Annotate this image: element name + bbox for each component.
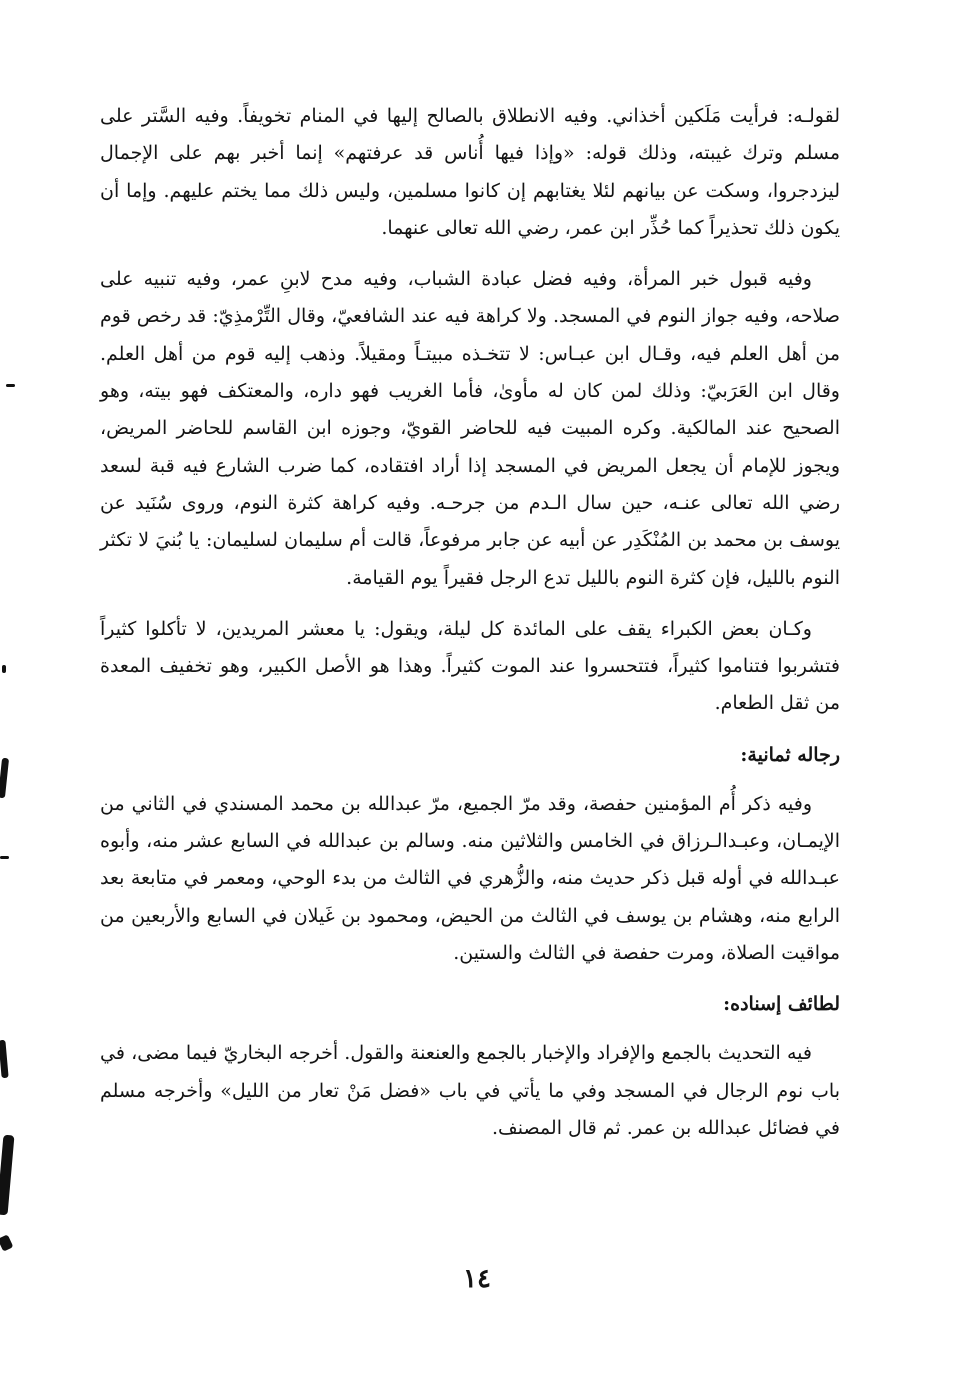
scan-edge-mark	[0, 758, 9, 799]
page-body	[100, 98, 840, 1161]
scan-edge-mark	[0, 1135, 14, 1216]
scan-edge-mark	[6, 384, 15, 387]
paragraph-isnad-subtleties: فيه التحديث بالجمع والإفراد والإخبار بالجمع والعنعنة والقول. أخرجه البخاريّ فيما مضى، في باب نوم الرجال في المسجد وفي ما يأتي في باب «فضل مَنْ تعار من الليل» وأخرجه مسلم في فضائل عبدالله بن عمر. ثم قال المصنف.	[100, 1042, 840, 1139]
scan-edge-mark	[2, 665, 6, 673]
scan-edge-mark	[0, 1040, 9, 1078]
paragraph-elders-advice: وكـان بعض الكبراء يقف على المائدة كل ليلة، ويقول: يا معشر المريدين، لا تأكلوا كثيراً فتشربوا فتناموا كثيراً، فتتحسروا عند الموت كثيراً. وهذا هو الأصل الكبير، وهو تخفيف المعدة من ثقل الطعام.	[100, 617, 840, 715]
section-heading-isnad-subtleties: لطائف إسناده:	[723, 993, 840, 1016]
paragraph-continuation: لقولـه: فرأيت مَلَكين أخذاني. وفيه الانطلاق بالصالح إليها في المنام تخويفاً. وفيه السَّتر على مسلم وترك غيبته، وذلك قوله: «وإذا فيها أُناس قد عرفتهم» إنما أخبر بهم على الإجمال ليزدجروا، وسكت عن بيانهم لئلا يغتابهم إن كانوا مسلمين، وليس ذلك مما يختم عليهم. وإما أن يكون ذلك تحذيراً كما حُذِّر ابن عمر، رضي الله تعالى عنهما.	[100, 105, 840, 239]
scan-edge-mark	[0, 856, 9, 859]
paragraph-benefits: وفيه قبول خبر المرأة، وفيه فضل عبادة الشباب، وفيه مدح لابنِ عمر، وفيه تنبيه على صلاحه، وفيه جواز النوم في المسجد. ولا كراهة فيه عند الشافعيّ، وقال التِّرْمذِيّ: قد رخص قوم من أهل العلم فيه، وقـال ابن عبـاس: لا تتخـذه مبيتـاً ومقيلاً. وذهب إليه قوم من أهل العلم. وقال ابن العَرَبيّ: وذلك لمن كان له مأوىٰ، فأما الغريب فهو داره، والمعتكف فهو بيته، وهو الصحيح عند المالكية. وكره المبيت فيه للحاضر القويّ، وجوزه ابن القاسم للحاضر المريض، ويجوز للإمام أن يجعل المريض في المسجد إذا أراد افتقاده، كما ضرب الشارع فيه قبة لسعد رضي الله تعالى عنـه، حين سال الـدم من جرحـه. وفيه كراهة كثرة النوم، وروى سُنَيد عن يوسف بن محمد بن المُنْكَدِر عن أبيه عن جابر مرفوعاً، قالت أم سليمان لسليمان: يا بُنيَ لا تكثر النوم بالليل، فإن كثرة النوم بالليل تدع الرجل فقيراً يوم القيامة.	[100, 268, 840, 589]
section-heading-narrators: رجاله ثمانية:	[740, 743, 840, 766]
paragraph-narrators: وفيه ذكر أُم المؤمنين حفصة، وقد مرّ الجميع، مرّ عبدالله بن محمد المسندي في الثاني من الإيمـان، وعبـدالـرزاق في الخامس والثلاثين منه. وسالم بن عبدالله في السابع عشر منه، وأبوه عبـدالله في أوله قبل ذكر حديث منه، والزُّهري في الثالث من بدء الوحي، ومعمر في متابعة بعد الرابع منه، وهشام بن يوسف في الثالث من الحيض، ومحمود بن غَيلان في السابع والأربعين من مواقيت الصلاة، ومرت حفصة في الثالث والستين.	[100, 792, 840, 964]
page-number: ١٤	[463, 1264, 491, 1294]
scan-edge-mark	[0, 1234, 13, 1251]
